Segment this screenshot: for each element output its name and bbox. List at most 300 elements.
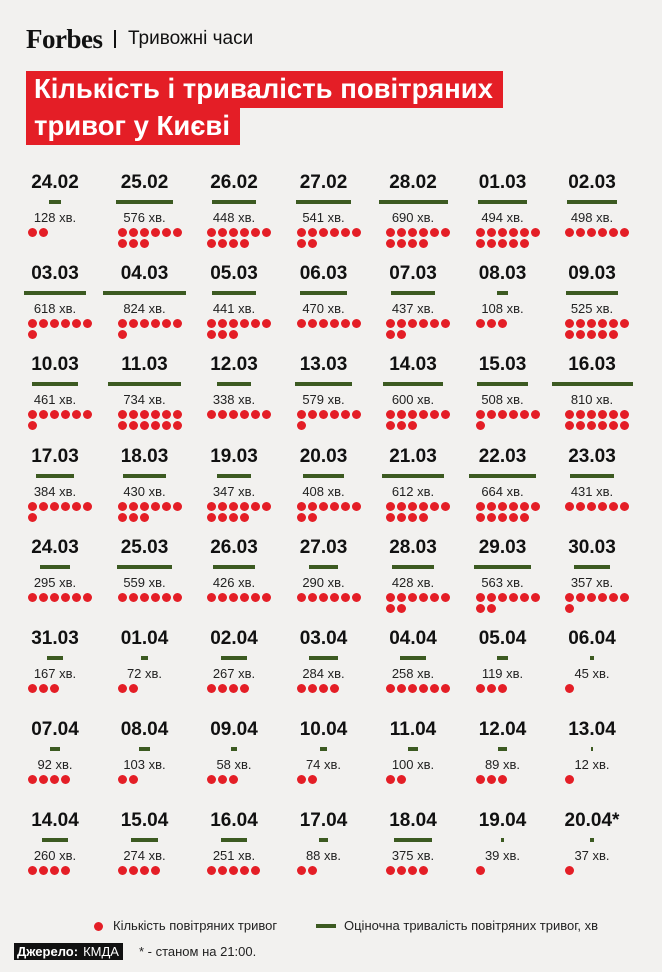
duration-bar [42, 838, 68, 842]
alert-dot [308, 319, 317, 328]
duration-label: 37 хв. [574, 848, 610, 864]
day-cell [281, 172, 367, 262]
day-date-label: 20.03 [299, 445, 348, 467]
day-cell [281, 719, 367, 809]
alert-dot [151, 228, 160, 237]
alert-dot [419, 866, 428, 875]
alert-dot [240, 502, 249, 511]
alert-dot [319, 502, 328, 511]
day-cell [370, 263, 456, 353]
alert-dot [83, 319, 92, 328]
day-cell [370, 810, 456, 900]
alert-dot [476, 604, 485, 613]
alert-dot [50, 410, 59, 419]
alert-dot [520, 410, 529, 419]
duration-label: 375 хв. [391, 848, 435, 864]
alert-dot [207, 319, 216, 328]
day-date-label: 17.04 [299, 810, 348, 832]
day-cell [102, 810, 188, 900]
alert-dot [330, 684, 339, 693]
day-cell [460, 628, 546, 718]
alert-dot [576, 319, 585, 328]
day-cell [460, 263, 546, 353]
day-date-label: 04.03 [120, 263, 169, 285]
duration-bar [392, 565, 435, 569]
day-cell [370, 537, 456, 627]
alert-dot [129, 593, 138, 602]
alert-dot [308, 513, 317, 522]
alert-dot [408, 421, 417, 430]
duration-label: 267 хв. [212, 666, 256, 681]
duration-bar [591, 747, 593, 751]
legend [0, 918, 662, 938]
alert-dot [330, 319, 339, 328]
alert-dot [598, 228, 607, 237]
alert-dot [162, 421, 171, 430]
duration-label: 92 хв. [37, 757, 73, 773]
day-date-label: 30.03 [568, 536, 616, 558]
alert-dot [297, 410, 306, 419]
duration-bar [320, 747, 327, 751]
alert-dot [118, 410, 127, 419]
alert-dot [441, 228, 450, 237]
alert-dot [341, 593, 350, 602]
day-date-label: 26.02 [210, 172, 258, 193]
alert-dot [476, 684, 485, 693]
duration-label: 338 хв. [212, 392, 256, 408]
alert-dot [565, 410, 574, 419]
duration-label: 508 хв. [481, 392, 524, 408]
alert-dot [419, 593, 428, 602]
day-date-label: 24.03 [31, 536, 79, 558]
duration-label: 441 хв. [212, 301, 256, 317]
alert-dot [162, 228, 171, 237]
alert-dot [297, 228, 306, 237]
day-date-label: 18.04 [389, 810, 437, 832]
alert-dot [151, 421, 160, 430]
alert-dot [476, 513, 485, 522]
legend-duration-label: Оціночна тривалість повітряних тривог, хв [344, 918, 599, 933]
alert-dot [251, 502, 260, 511]
alert-dot [565, 421, 574, 430]
alert-dot [308, 228, 317, 237]
alert-dot [140, 502, 149, 511]
alert-dot [386, 866, 395, 875]
alert-dot [218, 684, 227, 693]
alert-dot [39, 593, 48, 602]
alert-dot [140, 866, 149, 875]
day-cell [102, 263, 188, 353]
alert-dot [330, 502, 339, 511]
alert-dot [397, 319, 406, 328]
alert-dot [28, 228, 37, 237]
duration-label: 295 хв. [33, 574, 77, 590]
day-cell [191, 810, 277, 900]
duration-bar [574, 565, 610, 569]
day-cell [549, 628, 635, 718]
alert-dot [118, 330, 127, 339]
alert-dot [408, 684, 417, 693]
alert-dot [609, 410, 618, 419]
alert-dot [620, 228, 629, 237]
alert-dot [498, 239, 507, 248]
alert-dot [297, 319, 306, 328]
duration-bar [131, 838, 158, 842]
legend-count-label: Кількість повітряних тривог [113, 918, 278, 933]
day-date-label: 14.03 [389, 354, 437, 376]
day-date-label: 23.03 [568, 445, 616, 467]
alert-dot [598, 330, 607, 339]
day-date-label: 15.03 [478, 354, 527, 376]
alert-dot [441, 593, 450, 602]
duration-label: 167 хв. [33, 666, 77, 681]
alert-dot [151, 866, 160, 875]
alert-dot [140, 513, 149, 522]
day-cell [281, 628, 367, 718]
alert-dot [262, 593, 271, 602]
alert-dot [509, 410, 518, 419]
day-cell [549, 537, 635, 627]
day-cell [549, 810, 635, 900]
alert-dot [352, 593, 361, 602]
alert-dot [140, 421, 149, 430]
duration-label: 274 хв. [123, 848, 166, 864]
alert-dot [397, 228, 406, 237]
duration-label: 284 хв. [302, 666, 345, 681]
alert-dot [240, 239, 249, 248]
alert-dot [50, 684, 59, 693]
duration-label: 579 хв. [302, 392, 345, 408]
duration-bar [382, 474, 443, 478]
alert-dot [397, 866, 406, 875]
alert-dot [441, 410, 450, 419]
title-line-1: Кількість і тривалість повітряних [26, 71, 503, 108]
footnote: * - станом на 21:00. [138, 943, 257, 959]
duration-label: 58 хв. [216, 757, 252, 773]
alert-dot [39, 775, 48, 784]
alert-dot [476, 502, 485, 511]
alert-dot [576, 410, 585, 419]
duration-label: 810 хв. [570, 392, 614, 408]
day-date-label: 12.03 [210, 354, 258, 376]
legend-dot-icon [94, 922, 103, 931]
alert-dot [587, 319, 596, 328]
alert-dot [28, 410, 37, 419]
alert-dot [520, 228, 529, 237]
alert-dot [297, 684, 306, 693]
alert-dot [419, 410, 428, 419]
alert-dot [240, 684, 249, 693]
alert-dot [498, 319, 507, 328]
alert-dot [441, 502, 450, 511]
alert-dot [129, 513, 138, 522]
alert-dot [509, 593, 518, 602]
duration-bar [309, 565, 338, 569]
duration-bar [231, 747, 237, 751]
duration-bar [319, 838, 328, 842]
day-date-label: 10.03 [31, 354, 79, 376]
alert-dot [218, 513, 227, 522]
alert-dot [39, 410, 48, 419]
duration-bar [212, 200, 257, 204]
alert-dot [620, 502, 629, 511]
duration-label: 290 хв. [302, 574, 345, 590]
day-date-label: 28.02 [389, 172, 437, 193]
alert-dot [609, 228, 618, 237]
alert-dot [587, 228, 596, 237]
alert-dot [251, 593, 260, 602]
alert-dot [531, 228, 540, 237]
duration-bar [50, 747, 59, 751]
alert-dot [151, 593, 160, 602]
duration-label: 494 хв. [481, 210, 524, 225]
alert-dot [118, 866, 127, 875]
alert-dot [229, 319, 238, 328]
alert-dot [386, 228, 395, 237]
day-cell [460, 446, 546, 536]
alert-dot [229, 502, 238, 511]
day-cell [12, 537, 98, 627]
alert-dot [386, 330, 395, 339]
alert-dot [487, 502, 496, 511]
alert-dot [487, 604, 496, 613]
duration-bar [590, 838, 594, 842]
alert-dot [39, 684, 48, 693]
alert-dot [487, 593, 496, 602]
day-cell [102, 172, 188, 262]
day-date-label: 07.04 [31, 719, 79, 741]
duration-label: 431 хв. [570, 483, 614, 499]
alert-dot [162, 593, 171, 602]
duration-bar [49, 200, 62, 204]
day-date-label: 29.03 [478, 536, 527, 558]
alert-dot [408, 228, 417, 237]
alert-dot [229, 410, 238, 419]
alert-dot [129, 228, 138, 237]
alert-dot [352, 319, 361, 328]
day-date-label: 25.02 [120, 172, 169, 193]
alert-dot [576, 421, 585, 430]
day-date-label: 08.04 [120, 719, 169, 741]
duration-bar [501, 838, 505, 842]
alert-dot [297, 239, 306, 248]
alert-dot [229, 593, 238, 602]
alert-dot [509, 513, 518, 522]
alert-dot [419, 684, 428, 693]
alert-dot [129, 866, 138, 875]
alert-dot [498, 502, 507, 511]
alert-dot [352, 228, 361, 237]
day-date-label: 09.03 [568, 263, 616, 285]
duration-label: 461 хв. [33, 392, 77, 408]
day-cell [191, 628, 277, 718]
duration-bar [40, 565, 70, 569]
day-cell [460, 719, 546, 809]
alert-dot [419, 239, 428, 248]
alert-dot [397, 410, 406, 419]
duration-bar [474, 565, 530, 569]
alert-dot [151, 319, 160, 328]
duration-bar [123, 474, 166, 478]
forbes-logo: Forbes [26, 23, 103, 54]
day-date-label: 01.03 [478, 172, 527, 193]
duration-bar [379, 200, 448, 204]
duration-label: 12 хв. [574, 757, 610, 773]
alert-dot [330, 593, 339, 602]
day-date-label: 16.04 [210, 810, 258, 832]
duration-bar [296, 200, 350, 204]
alert-dot [587, 410, 596, 419]
alert-dot [352, 410, 361, 419]
day-cell [370, 354, 456, 444]
duration-label: 576 хв. [123, 210, 166, 225]
alert-dot [297, 775, 306, 784]
day-cell [281, 263, 367, 353]
alert-dot [140, 593, 149, 602]
alert-dot [408, 502, 417, 511]
duration-bar [570, 474, 613, 478]
day-date-label: 06.04 [568, 628, 616, 649]
alert-dot [251, 319, 260, 328]
duration-label: 258 хв. [391, 666, 435, 681]
alert-dot [386, 319, 395, 328]
alert-dot [173, 410, 182, 419]
day-cell [102, 354, 188, 444]
alert-dot [162, 319, 171, 328]
alert-dot [408, 593, 417, 602]
alert-dot [609, 502, 618, 511]
alert-dot [28, 866, 37, 875]
alert-dot [386, 410, 395, 419]
duration-bar [303, 474, 344, 478]
day-date-label: 03.03 [31, 263, 79, 285]
alert-dot [341, 319, 350, 328]
alert-dot [218, 593, 227, 602]
alert-dot [620, 593, 629, 602]
alert-dot [218, 330, 227, 339]
duration-bar [300, 291, 347, 295]
alert-dot [83, 502, 92, 511]
day-cell [191, 446, 277, 536]
alert-dot [129, 775, 138, 784]
alert-dot [587, 330, 596, 339]
duration-bar [213, 565, 256, 569]
day-cell [12, 719, 98, 809]
alert-dot [487, 775, 496, 784]
duration-label: 357 хв. [570, 574, 614, 590]
duration-bar [497, 656, 509, 660]
alert-dot [509, 239, 518, 248]
day-cell [191, 354, 277, 444]
legend-bar-icon [316, 924, 336, 928]
alert-dot [207, 684, 216, 693]
alert-dot [598, 502, 607, 511]
alert-dot [28, 513, 37, 522]
alert-dot [319, 684, 328, 693]
duration-label: 612 хв. [391, 483, 435, 499]
day-date-label: 24.02 [31, 172, 79, 193]
day-date-label: 12.04 [478, 719, 527, 741]
day-date-label: 13.03 [299, 354, 348, 376]
alert-dot [487, 228, 496, 237]
alert-dot [565, 775, 574, 784]
duration-bar [394, 838, 432, 842]
alert-dot [408, 513, 417, 522]
alert-dot [151, 502, 160, 511]
alert-dot [39, 502, 48, 511]
alert-dot [129, 239, 138, 248]
alert-dot [430, 684, 439, 693]
duration-label: 72 хв. [126, 666, 163, 681]
alert-dot [140, 228, 149, 237]
alert-dot [520, 239, 529, 248]
duration-label: 437 хв. [391, 301, 435, 317]
day-date-label: 31.03 [31, 628, 79, 649]
day-cell [12, 446, 98, 536]
alert-dot [565, 684, 574, 693]
duration-bar [498, 747, 507, 751]
duration-bar [469, 474, 535, 478]
alert-dot [565, 228, 574, 237]
alert-dot [441, 319, 450, 328]
alert-dot [251, 410, 260, 419]
alert-dot [487, 410, 496, 419]
alert-dot [430, 410, 439, 419]
duration-label: 74 хв. [305, 757, 342, 773]
day-date-label: 11.03 [121, 354, 168, 376]
footer [14, 942, 256, 960]
day-cell [102, 628, 188, 718]
duration-bar [217, 474, 252, 478]
alert-dot [598, 410, 607, 419]
alert-dot [50, 319, 59, 328]
alert-dot [308, 410, 317, 419]
day-date-label: 27.03 [299, 536, 348, 558]
alert-dot [397, 593, 406, 602]
alert-dot [229, 228, 238, 237]
duration-bar [552, 382, 633, 386]
alert-dot [28, 502, 37, 511]
alert-dot [61, 775, 70, 784]
alert-dot [251, 228, 260, 237]
alert-dot [61, 319, 70, 328]
duration-label: 251 хв. [212, 848, 256, 864]
alert-dot [218, 775, 227, 784]
alert-dot [129, 410, 138, 419]
alert-dot [397, 513, 406, 522]
alert-dot [140, 239, 149, 248]
alert-dot [609, 319, 618, 328]
duration-label: 824 хв. [123, 301, 166, 317]
alert-dot [129, 684, 138, 693]
alert-dot [609, 593, 618, 602]
alert-dot [397, 684, 406, 693]
duration-label: 108 хв. [481, 301, 524, 317]
duration-label: 448 хв. [212, 210, 256, 225]
alert-dot [39, 866, 48, 875]
alert-dot [28, 593, 37, 602]
alert-dot [218, 319, 227, 328]
day-date-label: 02.03 [568, 172, 616, 193]
duration-bar [141, 656, 148, 660]
alert-dot [386, 502, 395, 511]
alert-dot [308, 239, 317, 248]
alert-dot [397, 421, 406, 430]
duration-bar [295, 382, 353, 386]
alert-dot [487, 684, 496, 693]
alert-dot [397, 604, 406, 613]
alert-dot [118, 228, 127, 237]
